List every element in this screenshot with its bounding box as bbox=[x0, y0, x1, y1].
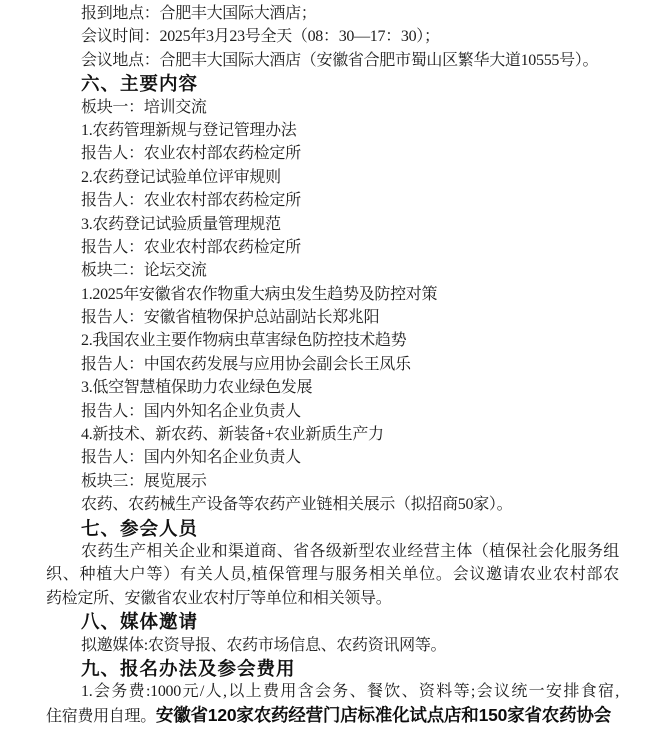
text-run: 报告人：国内外知名企业负责人 bbox=[81, 402, 301, 420]
document-line bbox=[46, 680, 619, 703]
text-run: 报到地点：合肥丰大国际大酒店； bbox=[81, 5, 317, 22]
section-heading bbox=[46, 517, 619, 540]
section-heading bbox=[46, 657, 619, 680]
text-run: 板块一：培训交流 bbox=[81, 98, 207, 116]
text-run: 报告人：中国农药发展与应用协会副会长王凤乐 bbox=[81, 355, 411, 373]
section-heading bbox=[46, 72, 619, 95]
bold-text-run: 六、主要内容 bbox=[81, 73, 199, 95]
document-line bbox=[46, 166, 619, 189]
text-run: 住宿费用自理。 bbox=[46, 707, 156, 725]
document-line bbox=[46, 306, 619, 329]
text-run: 1.农药管理新规与登记管理办法 bbox=[81, 121, 297, 139]
text-run: 2.我国农业主要作物病虫草害绿色防控技术趋势 bbox=[81, 332, 407, 350]
text-run: 3.低空智慧植保助力农业绿色发展 bbox=[81, 379, 313, 397]
document-line bbox=[46, 400, 619, 423]
text-run: 板块三：展览展示 bbox=[81, 472, 207, 490]
document-line bbox=[46, 376, 619, 399]
document-line bbox=[46, 189, 619, 212]
text-run: 农药生产相关企业和渠道商、省各级新型农业经营主体（植保社会化服务组 bbox=[81, 542, 619, 560]
text-run: 1.会务费:1000元/人,以上费用含会务、餐饮、资料等;会议统一安排食宿, bbox=[81, 683, 619, 701]
bold-text-run: 九、报名办法及参会费用 bbox=[81, 657, 296, 679]
text-run: 报告人：农业农村部农药检定所 bbox=[81, 145, 301, 163]
text-run: 织、种植大户等）有关人员,植保管理与服务相关单位。会议邀请农业农村部农 bbox=[46, 566, 619, 584]
bold-text-run: 七、参会人员 bbox=[81, 517, 199, 539]
document-line bbox=[46, 563, 619, 586]
document-line bbox=[46, 446, 619, 469]
document-line bbox=[46, 119, 619, 142]
document-line bbox=[46, 2, 619, 25]
document-line bbox=[46, 587, 619, 610]
text-run: 农药、农药械生产设备等农药产业链相关展示（拟招商50家）。 bbox=[81, 496, 513, 514]
document-line bbox=[46, 353, 619, 376]
text-run: 报告人：国内外知名企业负责人 bbox=[81, 449, 301, 467]
document-line bbox=[46, 329, 619, 352]
text-run: 4.新技术、新农药、新装备+农业新质生产力 bbox=[81, 426, 384, 444]
text-run: 3.农药登记试验质量管理规范 bbox=[81, 215, 281, 233]
text-run: 药检定所、安徽省农业农村厅等单位和相关领导。 bbox=[46, 589, 392, 607]
text-run: 拟邀媒体:农资导报、农药市场信息、农药资讯网等。 bbox=[81, 636, 447, 654]
document-line bbox=[46, 142, 619, 165]
document-line bbox=[46, 236, 619, 259]
text-run: 会议时间：2025年3月23号全天（08：30—17：30）； bbox=[81, 28, 440, 46]
text-run: 报告人：安徽省植物保护总站副站长郑兆阳 bbox=[81, 309, 380, 327]
document-line bbox=[46, 634, 619, 657]
text-run: 报告人：农业农村部农药检定所 bbox=[81, 192, 301, 210]
document-line bbox=[46, 283, 619, 306]
document-line bbox=[46, 25, 619, 48]
document-line bbox=[46, 259, 619, 282]
document-line bbox=[46, 704, 619, 727]
document-line bbox=[46, 213, 619, 236]
document-line bbox=[46, 96, 619, 119]
section-heading bbox=[46, 610, 619, 633]
text-run: 会议地点：合肥丰大国际大酒店（安徽省合肥市蜀山区繁华大道10555号）。 bbox=[81, 51, 599, 69]
document-line bbox=[46, 49, 619, 72]
text-run: 2.农药登记试验单位评审规则 bbox=[81, 168, 281, 186]
document-line bbox=[46, 470, 619, 493]
document-line bbox=[46, 423, 619, 446]
text-run: 1.2025年安徽省农作物重大病虫发生趋势及防控对策 bbox=[81, 285, 438, 303]
document-line bbox=[46, 493, 619, 516]
document-line bbox=[46, 540, 619, 563]
bold-text-run: 八、媒体邀请 bbox=[81, 611, 199, 633]
text-run: 板块二：论坛交流 bbox=[81, 262, 207, 280]
bold-text-run: 安徽省120家农药经营门店标准化试点店和150家省农药协会 bbox=[155, 704, 612, 725]
text-run: 报告人：农业农村部农药检定所 bbox=[81, 238, 301, 256]
